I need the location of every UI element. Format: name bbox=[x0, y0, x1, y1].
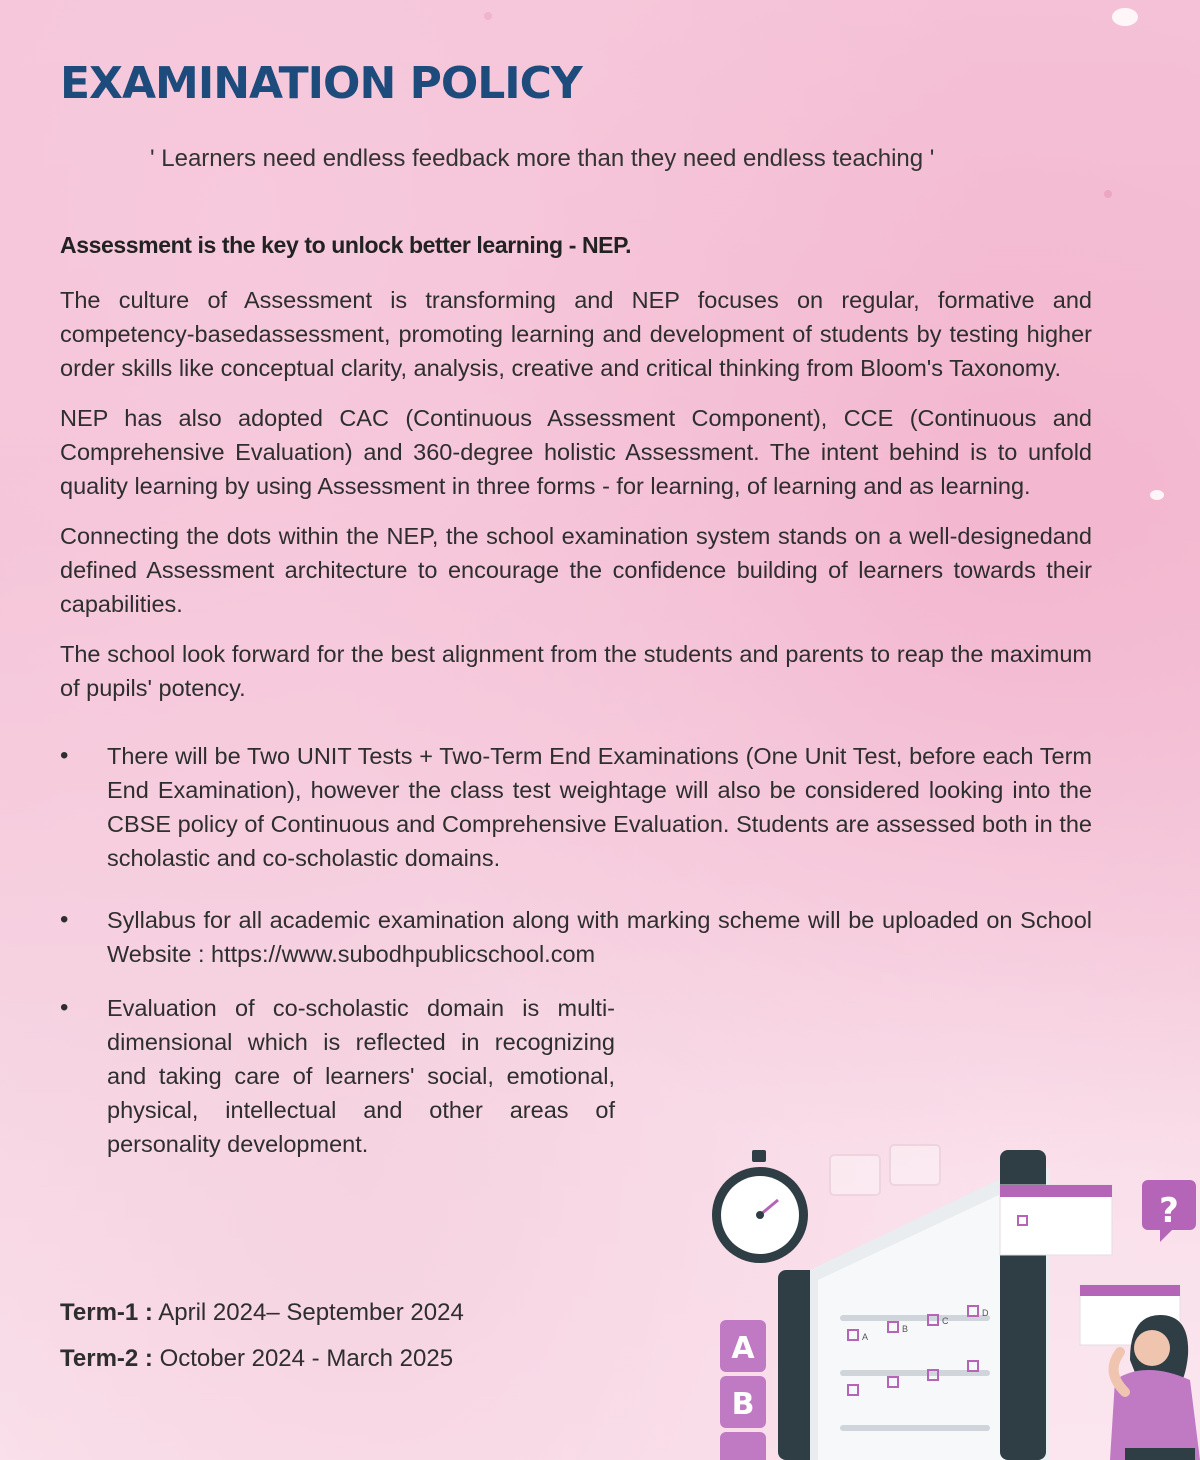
policy-list bbox=[60, 739, 1092, 1161]
term-schedule bbox=[60, 1290, 464, 1382]
term-2-row bbox=[60, 1336, 464, 1382]
option-letter: B bbox=[902, 1324, 909, 1334]
quote: ' Learners need endless feedback more than they need endless teaching ' bbox=[150, 145, 935, 172]
stopwatch-icon bbox=[712, 1150, 808, 1263]
decorative-speck bbox=[1112, 8, 1138, 26]
section-heading: Assessment is the key to unlock better learning - NEP. bbox=[60, 232, 632, 258]
decorative-speck bbox=[1150, 490, 1164, 500]
option-letter: A bbox=[862, 1332, 869, 1342]
question-mark: ? bbox=[1159, 1191, 1179, 1231]
term-dates: October 2024 - March 2025 bbox=[152, 1345, 454, 1372]
list-item: • There will be Two UNIT Tests + Two-Term End Examinations (One Unit Test, before each Term End Examination), however the class test weightage will also be considered looking into the CBSE policy of Continuous and Comprehensive Evaluation. Students are assessed both in the scholastic and co-scholastic domains. bbox=[60, 739, 1092, 875]
page-title: EXAMINATION POLICY bbox=[60, 58, 582, 109]
list-item: • Syllabus for all academic examination along with marking scheme will be uploaded on School Website : https://www.subodhpublicschool.com bbox=[60, 903, 1092, 971]
exam-illustration bbox=[700, 1130, 1200, 1460]
decorative-speck bbox=[1104, 190, 1112, 198]
option-letter: D bbox=[982, 1308, 989, 1318]
decorative-speck bbox=[484, 12, 492, 20]
block-letter: B bbox=[731, 1387, 755, 1422]
paragraph: The culture of Assessment is transforming and NEP focuses on regular, formative and competency-basedassessment, promoting learning and development of students by testing higher order skills like conceptual clarity, analysis, creative and critical thinking from Bloom's Taxonomy. bbox=[60, 287, 1092, 381]
main-content bbox=[60, 232, 1092, 1161]
image-placeholder-icon bbox=[830, 1145, 940, 1195]
term-1-row bbox=[60, 1290, 464, 1336]
term-dates: April 2024– September 2024 bbox=[152, 1299, 464, 1326]
list-item: • Evaluation of co-scholastic domain is multi-dimensional which is reflected in recognizing and taking care of learners' social, emotional, physical, intellectual and other areas of personality development. bbox=[60, 991, 615, 1161]
option-letter: C bbox=[942, 1316, 949, 1326]
block-letter: A bbox=[731, 1331, 755, 1366]
paragraph: Connecting the dots within the NEP, the school examination system stands on a well-designedand defined Assessment architecture to encourage the confidence building of learners towards their capabilities. bbox=[60, 523, 1092, 617]
paragraph: NEP has also adopted CAC (Continuous Assessment Component), CCE (Continuous and Comprehensive Evaluation) and 360-degree holistic Assessment. The intent behind is to unfold quality learning by using Assessment in three forms - for learning, of learning and as learning. bbox=[60, 405, 1092, 499]
term-label: Term-2 : bbox=[60, 1345, 153, 1372]
paragraph: The school look forward for the best alignment from the students and parents to reap the maximum of pupils' potency. bbox=[60, 641, 1092, 701]
term-label: Term-1 : bbox=[60, 1299, 153, 1326]
